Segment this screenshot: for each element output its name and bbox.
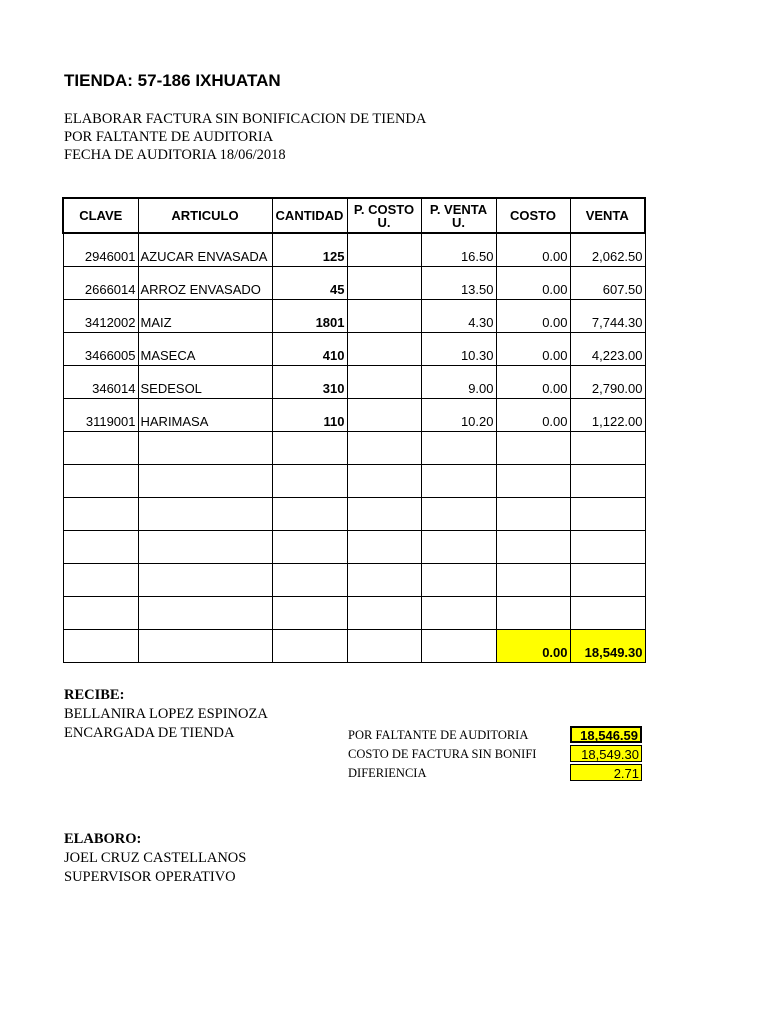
summary-value: 2.71 bbox=[570, 764, 642, 781]
cell-p-venta: 13.50 bbox=[421, 267, 496, 300]
cell-clave: 346014 bbox=[63, 366, 138, 399]
empty-row bbox=[63, 498, 645, 531]
cell-articulo: MAIZ bbox=[138, 300, 272, 333]
intro-block bbox=[64, 110, 426, 164]
cell-costo: 0.00 bbox=[496, 267, 570, 300]
cell-articulo: AZUCAR ENVASADA bbox=[138, 233, 272, 267]
intro-line-2: POR FALTANTE DE AUDITORIA bbox=[64, 129, 274, 145]
cell-venta: 607.50 bbox=[570, 267, 645, 300]
summary-value: 18,549.30 bbox=[570, 745, 642, 762]
empty-row bbox=[63, 432, 645, 465]
header-cantidad: CANTIDAD bbox=[272, 198, 347, 233]
recibe-block bbox=[64, 686, 268, 743]
table-row bbox=[63, 300, 645, 333]
intro-line-1: ELABORAR FACTURA SIN BONIFICACION DE TIENDA bbox=[64, 111, 427, 127]
cell-cantidad: 125 bbox=[272, 233, 347, 267]
header-articulo: ARTICULO bbox=[138, 198, 272, 233]
cell-costo: 0.00 bbox=[496, 333, 570, 366]
recibe-role: ENCARGADA DE TIENDA bbox=[64, 725, 235, 741]
cell-clave: 3466005 bbox=[63, 333, 138, 366]
total-venta: 18,549.30 bbox=[570, 630, 645, 663]
cell-p-costo bbox=[347, 233, 421, 267]
cell-p-venta: 4.30 bbox=[421, 300, 496, 333]
cell-venta: 2,062.50 bbox=[570, 233, 645, 267]
cell-cantidad: 45 bbox=[272, 267, 347, 300]
cell-costo: 0.00 bbox=[496, 300, 570, 333]
cell-costo: 0.00 bbox=[496, 366, 570, 399]
header-venta: VENTA bbox=[570, 198, 645, 233]
cell-p-venta: 10.30 bbox=[421, 333, 496, 366]
elaboro-name: JOEL CRUZ CASTELLANOS bbox=[64, 850, 247, 866]
cell-cantidad: 110 bbox=[272, 399, 347, 432]
table-row bbox=[63, 333, 645, 366]
cell-p-costo bbox=[347, 399, 421, 432]
cell-venta: 1,122.00 bbox=[570, 399, 645, 432]
empty-row bbox=[63, 597, 645, 630]
store-title: TIENDA: 57-186 IXHUATAN bbox=[64, 71, 281, 90]
cell-cantidad: 410 bbox=[272, 333, 347, 366]
cell-clave: 3412002 bbox=[63, 300, 138, 333]
table-row bbox=[63, 399, 645, 432]
recibe-name: BELLANIRA LOPEZ ESPINOZA bbox=[64, 706, 268, 722]
empty-row bbox=[63, 564, 645, 597]
cell-p-venta: 9.00 bbox=[421, 366, 496, 399]
cell-clave: 2946001 bbox=[63, 233, 138, 267]
total-costo: 0.00 bbox=[496, 630, 570, 663]
summary-value: 18,546.59 bbox=[570, 726, 642, 743]
summary-label: POR FALTANTE DE AUDITORIA bbox=[348, 728, 529, 742]
elaboro-heading: ELABORO: bbox=[64, 831, 142, 847]
cell-clave: 3119001 bbox=[63, 399, 138, 432]
cell-venta: 2,790.00 bbox=[570, 366, 645, 399]
summary-label: COSTO DE FACTURA SIN BONIFI bbox=[348, 747, 537, 761]
cell-p-costo bbox=[347, 267, 421, 300]
cell-articulo: MASECA bbox=[138, 333, 272, 366]
table-header-row bbox=[63, 198, 645, 233]
elaboro-block bbox=[64, 830, 246, 887]
empty-row bbox=[63, 531, 645, 564]
cell-cantidad: 310 bbox=[272, 366, 347, 399]
empty-row bbox=[63, 465, 645, 498]
intro-line-3: FECHA DE AUDITORIA 18/06/2018 bbox=[64, 147, 286, 163]
table-row bbox=[63, 366, 645, 399]
invoice-table bbox=[62, 197, 646, 663]
recibe-heading: RECIBE: bbox=[64, 687, 125, 703]
elaboro-role: SUPERVISOR OPERATIVO bbox=[64, 869, 236, 885]
table-row bbox=[63, 233, 645, 267]
cell-articulo: ARROZ ENVASADO bbox=[138, 267, 272, 300]
header-costo: COSTO bbox=[496, 198, 570, 233]
cell-articulo: SEDESOL bbox=[138, 366, 272, 399]
cell-articulo: HARIMASA bbox=[138, 399, 272, 432]
cell-p-costo bbox=[347, 333, 421, 366]
header-clave: CLAVE bbox=[63, 198, 138, 233]
cell-venta: 4,223.00 bbox=[570, 333, 645, 366]
cell-p-costo bbox=[347, 366, 421, 399]
cell-cantidad: 1801 bbox=[272, 300, 347, 333]
cell-venta: 7,744.30 bbox=[570, 300, 645, 333]
cell-costo: 0.00 bbox=[496, 399, 570, 432]
summary-label: DIFERIENCIA bbox=[348, 766, 427, 780]
header-p-venta: P. VENTA U. bbox=[421, 198, 496, 233]
table-row bbox=[63, 267, 645, 300]
header-p-costo: P. COSTO U. bbox=[347, 198, 421, 233]
cell-p-venta: 16.50 bbox=[421, 233, 496, 267]
cell-costo: 0.00 bbox=[496, 233, 570, 267]
cell-p-costo bbox=[347, 300, 421, 333]
cell-clave: 2666014 bbox=[63, 267, 138, 300]
cell-p-venta: 10.20 bbox=[421, 399, 496, 432]
totals-row bbox=[63, 630, 645, 663]
